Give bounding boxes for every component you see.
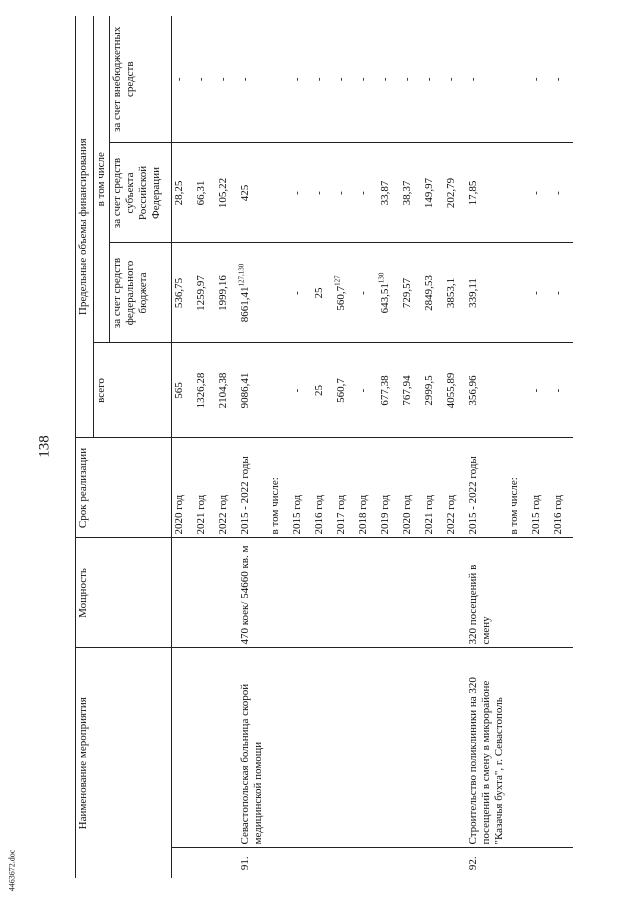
footnote-ref: 127 [332, 275, 341, 286]
cell-period: 2020 год [400, 438, 422, 538]
document-id: 4463672.doc [7, 849, 17, 892]
cell-capacity [290, 538, 312, 648]
cell-capacity [444, 538, 466, 648]
cell-regional: - [290, 143, 312, 243]
page-number: 138 [36, 435, 53, 458]
cell-number [529, 848, 551, 878]
cell-number [356, 848, 378, 878]
table-row [378, 16, 400, 878]
cell-number [444, 848, 466, 878]
footnote-ref: 130 [376, 272, 385, 284]
cell-period: 2021 год [194, 438, 216, 538]
cell-extrabudget: - [551, 16, 573, 143]
table-row [400, 16, 422, 878]
cell-name [400, 648, 422, 848]
header-extrabudget: за счет внебюджетных средств [110, 16, 172, 143]
table-row [312, 16, 334, 878]
cell-extrabudget: - [422, 16, 444, 143]
header-regional: за счет средств субъекта Российской Федерации [110, 143, 172, 243]
cell-number [312, 848, 334, 878]
cell-extrabudget: - [529, 16, 551, 143]
cell-number [378, 848, 400, 878]
footnote-ref: 127,130 [236, 263, 245, 287]
cell-total: 4055,89 [444, 343, 466, 438]
cell-name [551, 648, 573, 848]
cell-extrabudget: - [172, 16, 194, 143]
cell-name: Севастопольская больница скорой медицинской помощи [238, 648, 268, 848]
cell-capacity [216, 538, 238, 648]
cell-federal [268, 243, 290, 343]
cell-name [216, 648, 238, 848]
cell-federal: 643,51$^{130}$ [378, 243, 400, 343]
cell-capacity [529, 538, 551, 648]
cell-period: 2015 год [529, 438, 551, 538]
cell-federal: 560,7$^{127}$ [334, 243, 356, 343]
table-row [238, 16, 268, 878]
cell-number [290, 848, 312, 878]
cell-period: 2015 - 2022 годы [238, 438, 268, 538]
cell-regional: - [356, 143, 378, 243]
cell-regional: 33,87 [378, 143, 400, 243]
header-incl: в том числе [94, 16, 110, 343]
cell-period: 2018 год [356, 438, 378, 538]
cell-regional: 425 [238, 143, 268, 243]
cell-name [312, 648, 334, 848]
table-row [422, 16, 444, 878]
table-row [268, 16, 290, 878]
cell-capacity [507, 538, 529, 648]
cell-total: 2999,5 [422, 343, 444, 438]
cell-total: - [290, 343, 312, 438]
cell-total: 767,94 [400, 343, 422, 438]
cell-capacity [551, 538, 573, 648]
cell-capacity [422, 538, 444, 648]
cell-name [378, 648, 400, 848]
cell-regional: - [334, 143, 356, 243]
cell-extrabudget [268, 16, 290, 143]
cell-extrabudget: - [312, 16, 334, 143]
cell-number [334, 848, 356, 878]
cell-total [507, 343, 529, 438]
header-capacity: Мощность [76, 538, 172, 648]
cell-number [216, 848, 238, 878]
cell-period: 2022 год [216, 438, 238, 538]
cell-number [422, 848, 444, 878]
cell-number [172, 848, 194, 878]
cell-total: 25 [312, 343, 334, 438]
cell-regional: - [312, 143, 334, 243]
cell-federal [507, 243, 529, 343]
cell-regional: 66,31 [194, 143, 216, 243]
table-row [466, 16, 507, 878]
cell-total: 1326,28 [194, 343, 216, 438]
cell-regional: 38,37 [400, 143, 422, 243]
cell-name [444, 648, 466, 848]
table-row [334, 16, 356, 878]
cell-capacity [312, 538, 334, 648]
cell-period: 2016 год [551, 438, 573, 538]
cell-total: 560,7 [334, 343, 356, 438]
header-name: Наименование мероприятия [76, 648, 172, 878]
cell-total: - [529, 343, 551, 438]
cell-period: в том числе: [268, 438, 290, 538]
cell-federal: 25 [312, 243, 334, 343]
cell-name [194, 648, 216, 848]
table-row [444, 16, 466, 878]
cell-total: 565 [172, 343, 194, 438]
funding-table [75, 16, 573, 878]
cell-name [334, 648, 356, 848]
cell-federal: 3853,1 [444, 243, 466, 343]
cell-federal: 1999,16 [216, 243, 238, 343]
cell-federal: - [290, 243, 312, 343]
cell-number [268, 848, 290, 878]
table-row [507, 16, 529, 878]
cell-total: - [551, 343, 573, 438]
cell-total: - [356, 343, 378, 438]
cell-name: Строительство поликлиники на 320 посещений в смену в микрорайоне "Казачья бухта", г. Севастополь [466, 648, 507, 848]
table-row [194, 16, 216, 878]
cell-federal: 2849,53 [422, 243, 444, 343]
table-header [76, 16, 172, 878]
cell-capacity [268, 538, 290, 648]
cell-period: 2022 год [444, 438, 466, 538]
cell-capacity [334, 538, 356, 648]
cell-number [551, 848, 573, 878]
cell-regional: 28,25 [172, 143, 194, 243]
cell-period: 2016 год [312, 438, 334, 538]
cell-extrabudget: - [356, 16, 378, 143]
cell-name [290, 648, 312, 848]
cell-period: 2015 - 2022 годы [466, 438, 507, 538]
cell-regional: - [529, 143, 551, 243]
table-row [551, 16, 573, 878]
cell-total: 356,96 [466, 343, 507, 438]
cell-federal: 1259,97 [194, 243, 216, 343]
cell-capacity [356, 538, 378, 648]
cell-extrabudget: - [216, 16, 238, 143]
cell-regional: 149,97 [422, 143, 444, 243]
header-period: Срок реализации [76, 438, 172, 538]
cell-period: в том числе: [507, 438, 529, 538]
cell-name [422, 648, 444, 848]
cell-regional: 105,22 [216, 143, 238, 243]
cell-extrabudget: - [444, 16, 466, 143]
cell-federal: 729,57 [400, 243, 422, 343]
cell-name [268, 648, 290, 848]
header-total: всего [94, 343, 172, 438]
cell-capacity [172, 538, 194, 648]
table-row [172, 16, 194, 878]
cell-capacity [194, 538, 216, 648]
cell-number: 91. [238, 848, 268, 878]
rotated-table-container [75, 16, 640, 878]
cell-total: 2104,38 [216, 343, 238, 438]
cell-period: 2019 год [378, 438, 400, 538]
cell-number [507, 848, 529, 878]
cell-name [529, 648, 551, 848]
cell-name [507, 648, 529, 848]
cell-extrabudget: - [334, 16, 356, 143]
cell-total: 9086,41 [238, 343, 268, 438]
cell-extrabudget [507, 16, 529, 143]
cell-federal: 8661,41$^{127,130}$ [238, 243, 268, 343]
cell-name [356, 648, 378, 848]
cell-federal: - [356, 243, 378, 343]
cell-regional: 17,85 [466, 143, 507, 243]
cell-regional [268, 143, 290, 243]
cell-extrabudget: - [378, 16, 400, 143]
cell-extrabudget: - [238, 16, 268, 143]
cell-capacity: 470 коек/ 54660 кв. м [238, 538, 268, 648]
cell-capacity [378, 538, 400, 648]
cell-name [172, 648, 194, 848]
cell-number: 92. [466, 848, 507, 878]
table-row [529, 16, 551, 878]
cell-extrabudget: - [290, 16, 312, 143]
cell-federal: - [551, 243, 573, 343]
cell-period: 2020 год [172, 438, 194, 538]
cell-extrabudget: - [194, 16, 216, 143]
cell-regional [507, 143, 529, 243]
cell-period: 2017 год [334, 438, 356, 538]
cell-capacity: 320 посещений в смену [466, 538, 507, 648]
table-row [356, 16, 378, 878]
cell-period: 2015 год [290, 438, 312, 538]
cell-federal: 536,75 [172, 243, 194, 343]
cell-total: 677,38 [378, 343, 400, 438]
cell-period: 2021 год [422, 438, 444, 538]
cell-regional: 202,79 [444, 143, 466, 243]
cell-extrabudget: - [466, 16, 507, 143]
cell-federal: 339,11 [466, 243, 507, 343]
table-row [216, 16, 238, 878]
table-body [172, 16, 573, 878]
cell-extrabudget: - [400, 16, 422, 143]
header-federal: за счет средств федерального бюджета [110, 243, 172, 343]
cell-number [400, 848, 422, 878]
cell-regional: - [551, 143, 573, 243]
table-row [290, 16, 312, 878]
cell-capacity [400, 538, 422, 648]
cell-total [268, 343, 290, 438]
cell-federal: - [529, 243, 551, 343]
cell-number [194, 848, 216, 878]
header-funding-group: Предельные объемы финансирования [76, 16, 94, 438]
